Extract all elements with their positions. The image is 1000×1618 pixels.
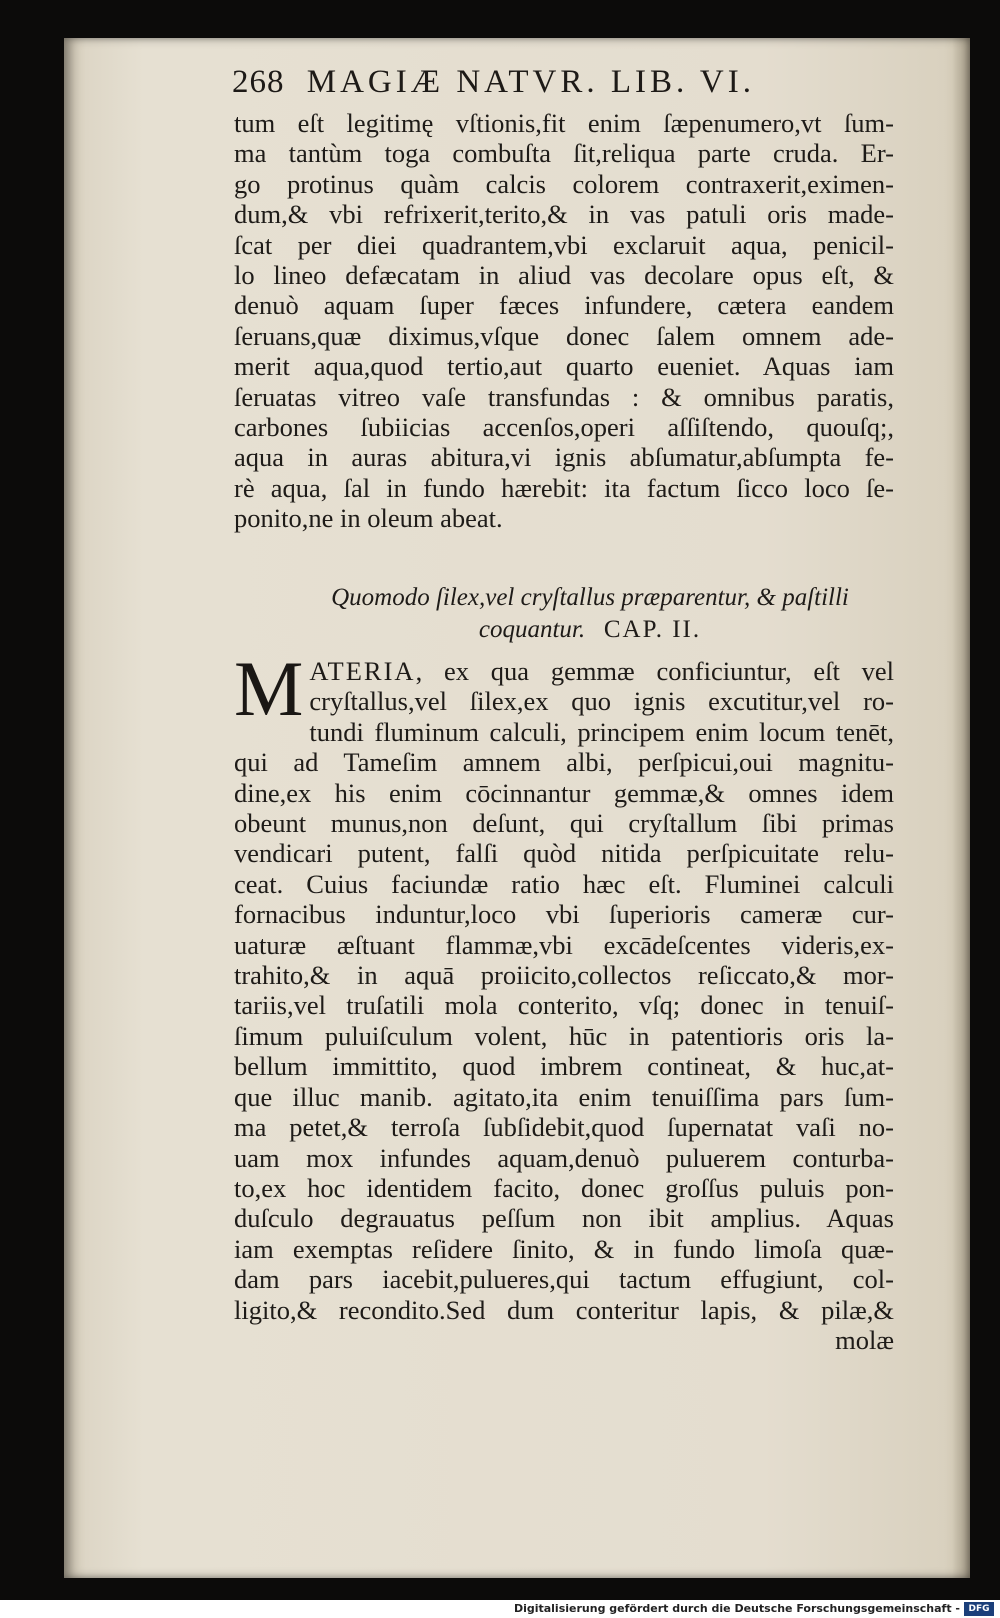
text-line: to,ex hoc identidem facito, donec groſſus puluis pon- [234, 1172, 894, 1203]
funding-credit: Digitalisierung gefördert durch die Deutsche Forschungsgemeinschaft - [513, 1602, 960, 1615]
text-line: rè aqua, ſal in fundo hærebit: ita factum ſicco loco ſe- [234, 472, 894, 503]
text-line: dum,& vbi refrixerit,terito,& in vas patuli oris made- [234, 199, 894, 230]
text-line: duſculo degrauatus peſſum non ibit amplius. Aquas [234, 1203, 894, 1234]
text-line: lo lineo defæcatam in aliud vas decolare opus eſt, & [234, 260, 894, 291]
text-line: qui ad Tameſim amnem albi, perſpicui,oui magnitu- [234, 747, 894, 778]
chapter-title-line-2: coquantur. [478, 616, 586, 643]
text-line: iam exemptas reſidere ſinito, & in fundo limoſa quæ- [234, 1233, 894, 1264]
chapter-heading [270, 582, 910, 646]
drop-capital: M [234, 645, 304, 732]
text-line: obeunt munus,non deſunt, qui cryſtallum ſibi primas [234, 808, 894, 839]
text-line: ſeruans,quæ diximus,vſque donec ſalem omnem ade- [234, 320, 894, 351]
text-line: que illuc manib. agitato,ita enim tenuiſſima pars ſum- [234, 1081, 894, 1112]
running-head [232, 64, 872, 101]
text-line: fornacibus induntur,loco vbi ſuperioris cameræ cur- [234, 899, 894, 930]
text-line: dine,ex his enim cōcinnantur gemmæ,& omnes idem [234, 777, 894, 808]
lead-word: ATERIA [309, 656, 416, 686]
text-line: cryſtallus,vel ſilex,ex quo ignis excutitur,vel ro- [309, 686, 894, 717]
text-line: go protinus quàm calcis colorem contraxerit,eximen- [234, 168, 894, 199]
text-line-first [234, 656, 894, 686]
text-line: ſimum puluiſculum volent, hūc in patentioris oris la- [234, 1020, 894, 1051]
text-line: ma tantùm toga combuſta ſit,reliqua parte cruda. Er- [234, 138, 894, 169]
text-line: dam pars iacebit,pulueres,qui tactum effugiunt, col- [234, 1264, 894, 1295]
text-line: ſcat per diei quadrantem,vbi exclaruit aqua, penicil- [234, 229, 894, 260]
text-line: denuò aquam ſuper fæces infundere, cætera eandem [234, 290, 894, 321]
text-line: ma petet,& terroſa ſubſidebit,quod ſupernatat vaſi no- [234, 1112, 894, 1143]
chapter-title-line-1: Quomodo ſilex,vel cryſtallus præparentur, & paſtilli [331, 584, 849, 611]
text-line: ſeruatas vitreo vaſe transfundas : & omnibus paratis, [234, 381, 894, 412]
text-line: trahito,& in aquā proiicito,collectos reſiccato,& mor- [234, 960, 894, 991]
text-line: bellum immittito, quod imbrem contineat, & huc,at- [234, 1051, 894, 1082]
text-line: ligito,& recondito.Sed dum conteritur lapis, & pilæ,& [234, 1294, 894, 1325]
text-line: aqua in auras abitura,vi ignis abſumatur,abſumpta fe- [234, 442, 894, 473]
text-line: uam mox infundes aquam,denuò puluerem conturba- [234, 1142, 894, 1173]
dfg-logo: DFG [964, 1602, 994, 1616]
page-edge-shadow [952, 38, 970, 1578]
text-line: uaturæ æſtuant flammæ,vbi excādeſcentes videris,ex- [234, 929, 894, 960]
chapter-number: CAP. II. [603, 616, 702, 643]
text-line: ponito,ne in oleum abeat. [234, 503, 503, 534]
text-line: vendicari putent, falſi quòd nitida perſpicuitate relu- [234, 838, 894, 869]
text-line: ceat. Cuius faciundæ ratio hæc eſt. Fluminei calculi [234, 868, 894, 899]
paragraph-1 [234, 108, 894, 534]
text-line: tundi fluminum calculi, principem enim locum tenēt, [309, 716, 894, 747]
running-title: MAGIÆ NATVR. LIB. VI. [306, 64, 755, 100]
text-line: carbones ſubiicias accenſos,operi aſſiſtendo, quouſq;, [234, 412, 894, 443]
catchword: molæ [835, 1324, 894, 1355]
paragraph-2 [234, 645, 894, 1355]
lead-rest: , ex qua gemmæ conficiuntur, eſt vel [415, 656, 894, 686]
text-line: merit aqua,quod tertio,aut quarto eueniet. Aquas iam [234, 351, 894, 382]
text-line: tariis,vel truſatili mola conterito, vſq; donec in tenuiſ- [234, 990, 894, 1021]
page-number: 268 [232, 64, 285, 100]
text-line: tum eſt legitimę vſtionis,fit enim ſæpenumero,vt ſum- [234, 108, 894, 138]
